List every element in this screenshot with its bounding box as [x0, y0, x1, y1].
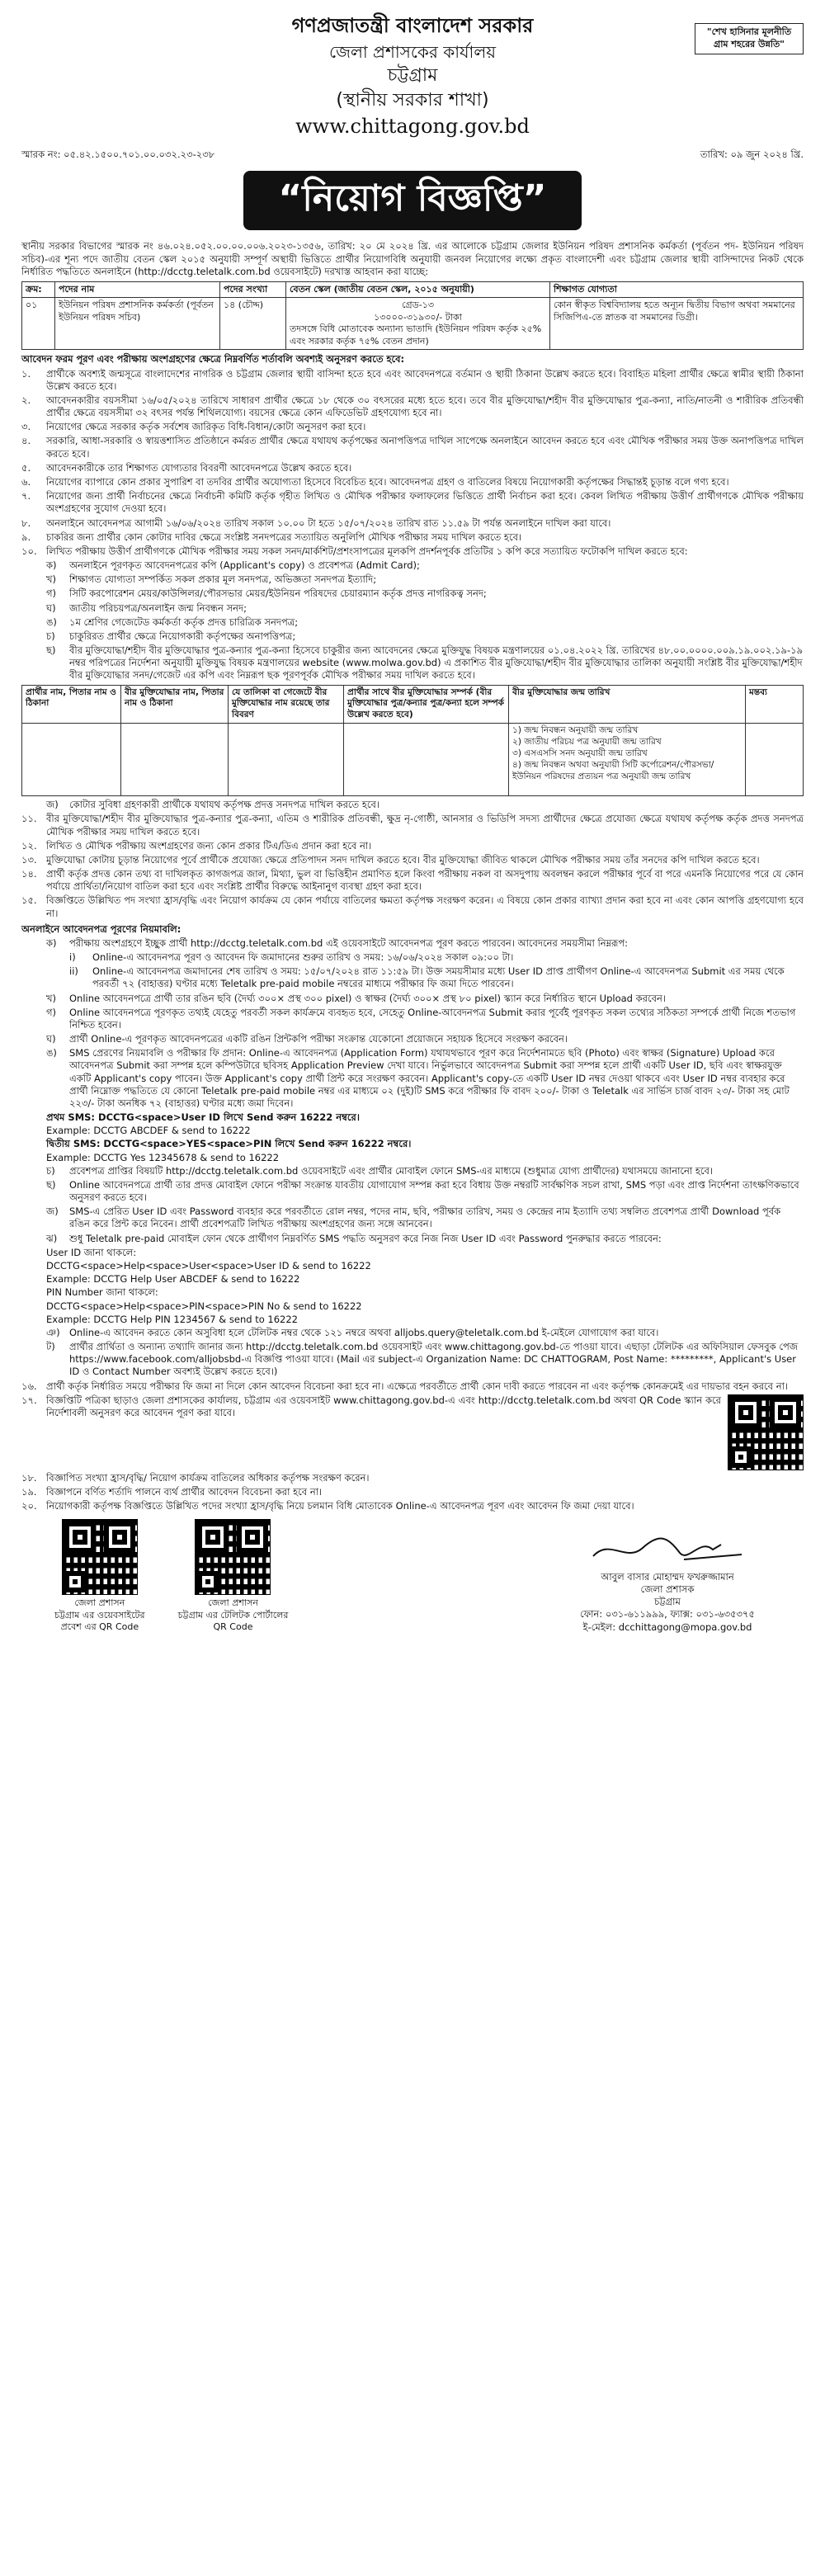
- sms-first-label: প্রথম SMS: DCCTG<space>User ID লিখে Send করুন 16222 নম্বরে।: [46, 1111, 360, 1124]
- pay-scale-note: তদসঙ্গে বিধি মোতাবেক অন্যান্য ভাতাদি (ইউনিয়ন পরিষদ কর্তৃক ২৫% এবং সরকার কর্তৃক ৭৫% বেতন প্রদান): [290, 323, 542, 347]
- list-item: ৯. চাকরির জন্য প্রার্থীর কোন কোটার দাবির ক্ষেত্রে সংশ্লিষ্ট সনদপত্রের সত্যায়িত অনুলিপি মৌখিক পরীক্ষার সময় দাখিল করতে হবে।: [21, 531, 522, 543]
- signatory-place: চট্টগ্রাম: [654, 1596, 681, 1608]
- list-item: গ) Online আবেদনপত্রে পূরণকৃত তথ্যই যেহেতু পরবর্তী সকল কার্যক্রমে ব্যবহৃত হবে, সেহেতু Online-আবেদনপত্র Submit করার পূর্বেই পূরণকৃত সকল তথ্যের সঠিকতা সম্পর্কে প্রার্থী নিজে শতভাগ নিশ্চিত হবেন।: [46, 1006, 796, 1031]
- list-item: ১০. লিখিত পরীক্ষায় উত্তীর্ণ প্রার্থীগণকে মৌখিক পরীক্ষার সময় সকল সনদ/মার্কশিট/প্রশংসাপত্রের মূলকপি প্রদর্শনপূর্বক প্রতিটির ১ কপি করে সত্যায়িত ফটোকপি দাখিল করতে হবে:: [21, 545, 688, 557]
- banner-wrap: [21, 171, 804, 230]
- documents-list: [21, 559, 804, 682]
- list-item: ট) প্রার্থীর প্রার্থিতা ও অন্যান্য তথ্যাদি জানার জন্য http://dcctg.teletalk.com.bd ওয়েবসাইট এবং www.chittagong.gov.bd-তে পাওয়া যাবে। এছাড়া টেলিটক এর অফিসিয়াল ফেসবুক পেজ https://www.facebook.com/alljobsbd-এ বিজ্ঞপ্তি পাওয়া যাবে। (Mail এর subject-এ Organization Name: DC CHATTOGRAM, Post Name: *********, Applicant's User ID ও Contact Number অবশ্যই উল্লেখ করতে হবে।): [46, 1341, 799, 1378]
- memo-date: তারিখ: ০৯ জুন ২০২৪ খ্রি.: [700, 148, 804, 160]
- list-item: ৫. আবেদনকারীকে তার শিক্ষাগত যোগ্যতার বিবরণী আবেদনপত্রে উল্লেখ করতে হবে।: [21, 461, 352, 474]
- list-item: ঙ) SMS প্রেরণের নিয়মাবলি ও পরীক্ষার ফি প্রদান: Online-এ আবেদনপত্র (Application Form) যথাযথভাবে পূরণ করে নির্দেশনামতে ছবি (Photo) এবং স্বাক্ষর (Signature) Upload করে আবেদনপত্র Submit করা সম্পন্ন হলে কম্পিউটারে ছবিসহ Application Preview দেখা যাবে। নির্ভুলভাবে আবেদনপত্র Submit করা সম্পন্ন হলে প্রার্থী একটি User ID, ছবি এবং স্বাক্ষরযুক্ত একটি Applicant's copy পাবেন। উক্ত Applicant's copy প্রার্থী প্রিন্ট করে সংরক্ষণ করবেন। Applicant's copy-তে একটি User ID নম্বর দেওয়া থাকবে এবং User ID নম্বর ব্যবহার করে প্রার্থী নিম্নোক্ত পদ্ধতিতে যে কোনো Teletalk pre-paid mobile নম্বর এর মাধ্যমে ০২ (দুই)টি SMS করে পরীক্ষার ফি বাবদ ২০০/- টাকা ও Teletalk এর সার্ভিস চার্জ বাবদ ২৩/- টাকা সহ মোট ২২৩/- টাকা অনধিক ৭২ (বাহাত্তর) ঘণ্টার মধ্যে জমা দিবেন।: [46, 1047, 790, 1109]
- list-item: ১৫. বিজ্ঞপ্তিতে উল্লিখিত পদ সংখ্যা হ্রাস/বৃদ্ধি এবং নিয়োগ কার্যক্রম যে কোন পর্যায়ে বাতিলের ক্ষমতা কর্তৃপক্ষ সংরক্ষণ করেন। এ বিষয়ে কোন প্রকার ব্যাখ্যা প্রদান করা হবে না এবং কোন আপত্তি গ্রহণযোগ্য হবে না।: [21, 894, 804, 919]
- online-rules-list-3: [21, 1327, 804, 1379]
- conditions-title: আবেদন ফরম পূরণ এবং পরীক্ষায় অংশগ্রহণের ক্ষেত্রে নিম্নবর্ণিত শর্তাবলি অবশ্যই অনুসরণ করতে হবে:: [21, 353, 405, 366]
- ff-col-birth-date: বীর মুক্তিযোদ্ধার জন্ম তারিখ: [509, 685, 746, 724]
- list-item: ঙ) ১ম শ্রেণির গেজেটেড কর্মকর্তা কর্তৃক প্রদত্ত চারিত্রিক সনদপত্র;: [46, 616, 299, 628]
- side-qr-code[interactable]: [728, 1394, 804, 1470]
- list-item: ১১. বীর মুক্তিযোদ্ধা/শহীদ বীর মুক্তিযোদ্ধার পুত্র-কন্যার পুত্র-কন্যা, এতিম ও শারীরিক প্রতিবন্ধী, ক্ষুদ্র নৃ-গোষ্ঠী, আনসার ও ভিডিপি সদস্য প্রার্থীদের ক্ষেত্রে প্রযোজ্য ক্ষেত্রে যথাযথ কর্তৃপক্ষ কর্তৃক প্রদত্ত সনদপত্র মৌখিক পরীক্ষার সময় দাখিল করতে হবে।: [21, 813, 804, 837]
- list-item: ১৪. প্রার্থী কর্তৃক প্রদত্ত কোন তথ্য বা দাখিলকৃত কাগজপত্র জাল, মিথ্যা, ভুল বা ভিত্তিহীন প্রমাণিত হলে কিংবা পরীক্ষায় নকল বা অসদুপায় অবলম্বন করলে পরীক্ষার পূর্বে বা পরে এমনকি নিয়োগের পরে যে কোন পর্যায়ে প্রার্থিতা/নিয়োগ বাতিল করা হবে এবং সংশ্লিষ্ট প্রার্থীর বিরুদ্ধে আইনানুগ ব্যবস্থা গ্রহণ করা হবে।: [21, 868, 804, 893]
- forgot-label: শুধু Teletalk pre-paid মোবাইল ফোন থেকে প্রার্থীগণ নিম্নবর্ণিত SMS পদ্ধতি অনুসরণ করে নিজ নিজ User ID এবং Password পুনরুদ্ধার করতে পারবেন:: [69, 1232, 662, 1244]
- online-rules-title: অনলাইনে আবেদনপত্র পূরণের নিয়মাবলি:: [21, 922, 182, 935]
- pay-scale-cell: [286, 298, 550, 350]
- list-item: ১২. লিখিত ও মৌখিক পরীক্ষায় অংশগ্রহণের জন্য কোন প্রকার টিএ/ডিএ প্রদান করা হবে না।: [21, 839, 372, 852]
- list-item: ৭. নিয়োগের জন্য প্রার্থী নির্বাচনের ক্ষেত্রে নির্বাচনী কমিটি কর্তৃক গৃহীত লিখিত ও মৌখিক পরীক্ষার ফলাফলের ভিত্তিতে প্রার্থী নির্বাচন করা হবে। কেবল লিখিত পরীক্ষায় উত্তীর্ণ প্রার্থীগণকে মৌখিক পরীক্ষায় অংশগ্রহণের সুযোগ দেওয়া হবে।: [21, 490, 804, 515]
- post-table: [21, 281, 804, 351]
- list-item: চ) চাকুরিরত প্রার্থীর ক্ষেত্রে নিয়োগকারী কর্তৃপক্ষের অনাপত্তিপত্র;: [46, 630, 296, 642]
- online-rules-list-2: [21, 1165, 804, 1231]
- list-item: জ) কোটার সুবিধা গ্রহণকারী প্রার্থীকে যথাযথ কর্তৃপক্ষ প্রদত্ত সনদপত্র দাখিল করতে হবে।: [46, 799, 380, 811]
- signatory-name: আবুল বাসার মোহাম্মদ ফখরুজ্জামান: [601, 1570, 734, 1583]
- district-name: চট্টগ্রাম: [387, 65, 438, 87]
- list-item: ছ) Online আবেদনপত্রে প্রার্থী তার প্রদত্ত মোবাইল ফোনে পরীক্ষা সংক্রান্ত যাবতীয় যোগাযোগ সম্পন্ন করা হবে বিধায় উক্ত নম্বরটি সার্বক্ষণিক সচল রাখা, SMS পড়া এবং প্রাপ্ত নির্দেশনা তাৎক্ষণিকভাবে অনুসরণ করতে হবে।: [46, 1178, 799, 1204]
- post-name: ইউনিয়ন পরিষদ প্রশাসনিক কর্মকর্তা (পূর্বতন ইউনিয়ন পরিষদ সচিব): [55, 298, 220, 350]
- list-item: গ) সিটি করপোরেশন মেয়র/কাউন্সিলর/পৌরসভার মেয়র/ইউনিয়ন পরিষদের চেয়ারম্যান কর্তৃক প্রদত্ত নাগরিকত্ব সনদ;: [46, 587, 487, 600]
- list-item: ৩. নিয়োগের ক্ষেত্রে সরকার কর্তৃক সর্বশেষ জারিকৃত বিধি-বিধান/কোটা অনুসরণ করা হবে।: [21, 421, 366, 433]
- sms-second-example: Example: DCCTG Yes 12345678 & send to 16222: [46, 1151, 280, 1163]
- conditions-list-b: [21, 813, 804, 919]
- branch-name: (স্থানীয় সরকার শাখা): [336, 90, 489, 111]
- list-item: i) Online-এ আবেদনপত্র পূরণ ও আবেদন ফি জমাদানের শুরুর তারিখ ও সময়: ১৬/০৬/২০২৪ সকাল ০৯:০০ টা।: [69, 951, 514, 964]
- col-post-count: পদের সংখ্যা: [220, 281, 286, 298]
- list-item: ii) Online-এ আবেদনপত্র জমাদানের শেষ তারিখ ও সময়: ১৫/০৭/২০২৪ রাত ১১:৫৯ টা। উক্ত সময়সীমার মধ্যে User ID প্রাপ্ত প্রার্থীগণ Online-এ আবেদনপত্র Submit এর সময় থেকে পরবর্তী ৭২ (বাহাত্তর) ঘণ্টার মধ্যে Teletalk pre-paid mobile নম্বরের মাধ্যমে পরীক্ষার ফি জমা দিতে পারবেন।: [69, 965, 785, 990]
- website-url[interactable]: www.chittagong.gov.bd: [295, 115, 530, 139]
- online-rules-list: [21, 937, 804, 1110]
- website-qr-code[interactable]: [62, 1519, 138, 1595]
- list-item: ২০. নিয়োগকারী কর্তৃপক্ষ বিজ্ঞপ্তিতে উল্লিখিত পদের সংখ্যা হ্রাস/বৃদ্ধি নিয়ে চলমান বিধি মোতাবেক Online-এ আবেদনপত্র পূরণ এবং আবেদন ফি জমা দেয়া যাবে।: [21, 1500, 634, 1512]
- list-item: ক) পরীক্ষায় অংশগ্রহণে ইচ্ছুক প্রার্থী http://dcctg.teletalk.com.bd এই ওয়েবসাইটে আবেদনপত্র পূরণ করতে পারবেন। আবেদনের সময়সীমা নিম্নরূপ:: [46, 937, 629, 949]
- intro-paragraph: স্থানীয় সরকার বিভাগের স্মারক নং ৪৬.০২৪.০৫২.০০.০০.০০৬.২০২৩-১৩৫৬, তারিখ: ২০ মে ২০২৪ খ্রি. এর আলোকে চট্টগ্রাম জেলার ইউনিয়ন পরিষদ প্রশাসনিক কর্মকর্তা (পূর্বতন পদ- ইউনিয়ন পরিষদ সচিব)-এর শূন্য পদে জাতীয় বেতন স্কেল ২০১৫ অনুযায়ী সম্পূর্ণ অস্থায়ী ভিত্তিতে প্রার্থীর নিয়োগবিধি অনুযায়ী জনবল নিয়োগের লক্ষ্যে প্রকৃত বাংলাদেশী এবং চট্টগ্রাম জেলার স্থায়ী বাসিন্দাদের নিকট থেকে নির্ধারিত পদ্ধতিতে অনলাইনে (http://dcctg.teletalk.com.bd ওয়েবসাইটে) দরখাস্ত আহবান করা যাচ্ছে:: [21, 240, 804, 277]
- signatory-title: জেলা প্রশাসক: [640, 1583, 695, 1596]
- post-qualification: কোন স্বীকৃত বিশ্ববিদ্যালয় হতে অন্যূন দ্বিতীয় বিভাগ অথবা সমমানের সিজিপিএ-তে স্নাতক বা সমমানের ডিগ্রী।: [550, 298, 804, 350]
- list-item: ১৩. মুক্তিযোদ্ধা কোটায় চূড়ান্ত নিয়োগের পূর্বে প্রার্থীকে প্রযোজ্য ক্ষেত্রে প্রতিপাদন সনদ দাখিল করতে হবে। বীর মুক্তিযোদ্ধা জীবিত থাকলে মৌখিক পরীক্ষার সময় তাঁর সনদের কপি দাখিল করতে হবে।: [21, 853, 760, 866]
- list-item: ঘ) জাতীয় পরিচয়পত্র/অনলাইন জন্ম নিবন্ধন সনদ;: [46, 602, 247, 614]
- sms-first-example: Example: DCCTG ABCDEF & send to 16222: [46, 1125, 251, 1137]
- post-table-row: [22, 298, 804, 350]
- conditions-list-a: [21, 368, 804, 558]
- pay-scale: ১৩০০০-৩১৯৩০/- টাকা: [374, 311, 462, 323]
- list-item: ক) অনলাইনে পূরণকৃত আবেদনপত্রের কপি (Applicant's copy) ও প্রবেশপত্র (Admit Card);: [46, 559, 420, 572]
- website-qr-block: জেলা প্রশাসন চট্টগ্রাম এর ওয়েবসাইটের প্রবেশ এর QR Code: [54, 1519, 145, 1634]
- list-item: ১৮. বিজ্ঞাপিত সংখ্যা হ্রাস/বৃদ্ধি/ নিয়োগ কার্যক্রম বাতিলের অধিকার কর্তৃপক্ষ সংরক্ষণ করেন।: [21, 1471, 370, 1484]
- list-item: জ) SMS-এ প্রেরিত User ID এবং Password ব্যবহার করে পরবর্তীতে রোল নম্বর, পদের নাম, ছবি, পরীক্ষার তারিখ, সময় ও কেন্দ্রের নাম ইত্যাদি তথ্য সম্বলিত প্রবেশপত্র প্রার্থী Download পূর্বক রঙিন করে প্রিন্ট করে নিবেন। প্রার্থী প্রবেশপত্রটি লিখিত পরীক্ষায় অংশগ্রহণের জন্য সঙ্গে আনবেন।: [46, 1205, 781, 1230]
- memo-reference: স্মারক নং: ০৫.৪২.১৫০০.৭০১.০০.০৩২.২৩-২৩৮: [21, 148, 215, 160]
- qr-codes: [54, 1519, 321, 1634]
- list-item: ১৭. বিজ্ঞপ্তিটি পত্রিকা ছাড়াও জেলা প্রশাসকের কার্যালয়, চট্টগ্রাম এর ওয়েবসাইট www.chittagong.gov.bd-এ এবং http://dcctg.teletalk.com.bd অথবা QR Code স্ক্যান করে নির্দেশাবলী অনুসরণ করে আবেদন পূরণ করা যাবে।: [21, 1394, 804, 1470]
- office-name: জেলা প্রশাসকের কার্যালয়: [328, 41, 497, 62]
- list-item: ৮. অনলাইনে আবেদনপত্র আগামী ১৬/০৬/২০২৪ তারিখ সকাল ১০.০০ টা হতে ১৫/০৭/২০২৪ তারিখ রাত ১১.৫৯ টা পর্যন্ত অনলাইনে দাখিল করা যাবে।: [21, 517, 611, 529]
- footer: [21, 1519, 804, 1634]
- sms-second-label: দ্বিতীয় SMS: DCCTG<space>YES<space>PIN লিখে Send করুন 16222 নম্বরে।: [46, 1138, 412, 1150]
- pay-grade: গ্রেড-১৩: [401, 300, 435, 311]
- signature-block: [531, 1530, 804, 1634]
- list-item: ঘ) প্রার্থী Online-এ পূরণকৃত আবেদনপত্রের একটি রঙিন প্রিন্টকপি পরীক্ষা সংক্রান্ত যেকোনো প্রয়োজনে সহায়ক হিসেবে সংরক্ষণ করবেন।: [46, 1033, 568, 1045]
- freedom-fighter-table: [21, 685, 804, 797]
- list-item: খ) শিক্ষাগত যোগ্যতা সম্পর্কিত সকল প্রকার মূল সনদপত্র, অভিজ্ঞতা সনদপত্র ইত্যাদি;: [46, 573, 377, 586]
- ff-col-remarks: মন্তব্য: [746, 685, 804, 724]
- government-title: গণপ্রজাতন্ত্রী বাংলাদেশ সরকার: [291, 14, 534, 37]
- teletalk-qr-block: জেলা প্রশাসন চট্টগ্রাম এর টেলিটক পোর্টালের QR Code: [178, 1519, 289, 1634]
- signatory-phone: ফোন: ০৩১-৬১১৯৯৯, ফ্যাক্স: ০৩১-৬৩৫৩৭৫: [580, 1608, 755, 1621]
- list-item: ঞ) Online-এ আবেদন করতে কোন অসুবিধা হলে টেলিটক নম্বর থেকে ১২১ নম্বরে অথবা alljobs.query@teletalk.com.bd ই-মেইলে যোগাযোগ করা যাবে।: [46, 1326, 659, 1338]
- col-qualification: শিক্ষাগত যোগ্যতা: [550, 281, 804, 298]
- ff-table-row: [22, 724, 804, 796]
- forgot-credentials: ঝ) শুধু Teletalk pre-paid মোবাইল ফোন থেকে প্রার্থীগণ নিম্নবর্ণিত SMS পদ্ধতি অনুসরণ করে নিজ নিজ User ID এবং Password পুনরুদ্ধার করতে পারবেন: User ID জানা থাকলে: DCCTG<space>Help<space>User<space>User ID & send to 16222 Example: DCCTG Help User ABCDEF & send to 16222 PIN Number জানা থাকলে: DCCTG<space>Help<space>PIN<space>PIN No & send to 16222 Example: DCCTG Help PIN 1234567 & send to 16222: [21, 1233, 804, 1326]
- ff-col-candidate: প্রার্থীর নাম, পিতার নাম ও ঠিকানা: [22, 685, 121, 724]
- circular-banner: “নিয়োগ বিজ্ঞপ্তি”: [243, 171, 581, 230]
- teletalk-qr-code[interactable]: [195, 1519, 271, 1595]
- list-item: ১. প্রার্থীকে অবশ্যই জন্মসূত্রে বাংলাদেশের নাগরিক ও চট্টগ্রাম জেলার স্থায়ী বাসিন্দা হতে হবে এবং আবেদনপত্রে বর্তমান ও স্থায়ী ঠিকানা উল্লেখ করতে হবে। বিবাহিত মহিলা প্রার্থীর ক্ষেত্রে স্বামীর স্থায়ী ঠিকানা উল্লেখ করতে হবে।: [21, 367, 804, 392]
- ff-col-gazette: যে তালিকা বা গেজেটে বীর মুক্তিযোদ্ধার নাম রয়েছে তার বিবরণ: [229, 685, 344, 724]
- post-count: ১৪ (চৌদ্দ): [220, 298, 286, 350]
- signatory-email[interactable]: ই-মেইল: dcchittagong@mopa.gov.bd: [582, 1621, 752, 1633]
- sms-instructions: [21, 1111, 804, 1164]
- list-item: ১৯. বিজ্ঞাপনে বর্ণিত শর্তাদি পালনে ব্যর্থ প্রার্থীর আবেদন বিবেচনা করা হবে না।: [21, 1485, 323, 1498]
- signature-image: [585, 1530, 750, 1571]
- conditions-list-c: [21, 1380, 804, 1513]
- slogan-box: "শেখ হাসিনার মূলনীতি গ্রাম শহরের উন্নতি": [695, 23, 804, 54]
- list-item: ৬. নিয়োগের ব্যাপারে কোন প্রকার সুপারিশ বা তদবির প্রার্থীর অযোগ্যতা হিসেবে বিবেচিত হবে। আবেদনপত্র গ্রহণ ও বাতিলের বিষয়ে নিয়োগকারী কর্তৃপক্ষের সিদ্ধান্তই চূড়ান্ত বলে গণ্য হবে।: [21, 476, 729, 488]
- list-item: চ) প্রবেশপত্র প্রাপ্তির বিষয়টি http://dcctg.teletalk.com.bd ওয়েবসাইটে এবং প্রার্থীর মোবাইল ফোনে SMS-এর মাধ্যমে (শুধুমাত্র যোগ্য প্রার্থীদের) যথাসময়ে জানানো হবে।: [46, 1164, 714, 1177]
- memo-line: [21, 149, 804, 161]
- list-item: খ) Online আবেদনপত্রে প্রার্থী তার রঙিন ছবি (দৈর্ঘ্য ৩০০× প্রস্থ ৩০০ pixel) ও স্বাক্ষর (দৈর্ঘ্য ৩০০× প্রস্থ ৮০ pixel) স্ক্যান করে নির্ধারিত স্থানে Upload করবেন।: [46, 992, 666, 1004]
- post-table-header: [22, 281, 804, 298]
- list-item: ১৬. প্রার্থী কর্তৃক নির্ধারিত সময়ে পরীক্ষার ফি জমা না দিলে কোন আবেদন বিবেচনা করা হবে না। এক্ষেত্রে পরবর্তীতে প্রার্থী কোন দাবী করতে পারবেন না এবং কর্তৃপক্ষ কোনক্রমেই এর দায়ভার বহন করবে না।: [21, 1380, 789, 1392]
- list-item: ছ) বীর মুক্তিযোদ্ধা/শহীদ বীর মুক্তিযোদ্ধার পুত্র-কন্যার পুত্র-কন্যা হিসেবে চাকুরীর জন্য আবেদনের ক্ষেত্রে মুক্তিযুদ্ধ বিষয়ক মন্ত্রণালয়ের ০১.০৪.২০২২ খ্রি. তারিখের ৪৮.০০.০০০০.০০৯.১৯.০০২.১৯-১৯ নম্বর পরিপত্রের নির্দেশনা অনুযায়ী মুক্তিযুদ্ধ বিষয়ক মন্ত্রণালয়ের website (www.molwa.gov.bd) এ প্রকাশিত বীর মুক্তিযোদ্ধা/শহীদ বীর মুক্তিযোদ্ধার তালিকা অনুযায়ী সংশ্লিষ্ট বীর মুক্তিযোদ্ধা/শহীদ বীর মুক্তিযোদ্ধার সনদ/গেজেট এর কপি এবং নিম্নরূপ ছক পূরণপূর্বক মৌখিক পরীক্ষার সময় দাখিল করতে হবে।: [46, 644, 804, 682]
- col-pay-scale: বেতন স্কেল (জাতীয় বেতন স্কেল, ২০১৫ অনুযায়ী): [286, 281, 550, 298]
- letterhead: [21, 13, 804, 140]
- ff-birth-date-cell: ১) জন্ম নিবন্ধন অনুযায়ী জন্ম তারিখ ২) জাতীয় পরিচয় পত্র অনুযায়ী জন্ম তারিখ ৩) এসএসসি সনদ অনুযায়ী জন্ম তারিখ ৪) জন্ম নিবন্ধন অথবা অনুযায়ী সিটি কর্পোরেশন/পৌরসভা/ইউনিয়ন পরিষদের প্রত্যয়ন পত্র অনুযায়ী জন্ম তারিখ: [509, 724, 746, 796]
- ff-col-ff-name: বীর মুক্তিযোদ্ধার নাম, পিতার নাম ও ঠিকানা: [121, 685, 229, 724]
- list-item: ২. আবেদনকারীর বয়সসীমা ১৬/০৫/২০২৪ তারিখে সাধারণ প্রার্থীর ক্ষেত্রে ১৮ থেকে ৩০ বৎসরের মধ্যে হতে হবে। তবে বীর মুক্তিযোদ্ধা/শহীদ বীর মুক্তিযোদ্ধার পুত্র-কন্যা, নাতি/নাতনী ও শারীরিক প্রতিবন্ধী প্রার্থীর ক্ষেত্রে বয়সসীমা ৩২ বৎসর পর্যন্ত শিথিলযোগ্য। বয়সের ক্ষেত্রে কোন এফিডেভিট গ্রহণযোগ্য হবে না।: [21, 394, 804, 419]
- post-serial: ০১: [22, 298, 55, 350]
- col-serial: ক্রম:: [22, 281, 55, 298]
- col-post-name: পদের নাম: [55, 281, 220, 298]
- ff-col-relation: প্রার্থীর সাথে বীর মুক্তিযোদ্ধার সম্পর্ক (বীর মুক্তিযোদ্ধার পুত্র/কন্যার পুত্র/কন্যা হলে সম্পর্ক উল্লেখ করতে হবে): [344, 685, 509, 724]
- list-item: ৪. সরকারি, আধা-সরকারি ও স্বায়ত্তশাসিত প্রতিষ্ঠানে কর্মরত প্রার্থীর ক্ষেত্রে যথাযথ কর্তৃপক্ষের অনাপত্তিপত্র দাখিল সাপেক্ষে অনলাইনে আবেদন করতে হবে এবং মৌখিক পরীক্ষার সময় উক্ত অনাপত্তিপত্র দাখিল করতে হবে।: [21, 435, 804, 460]
- ff-table-header: [22, 685, 804, 724]
